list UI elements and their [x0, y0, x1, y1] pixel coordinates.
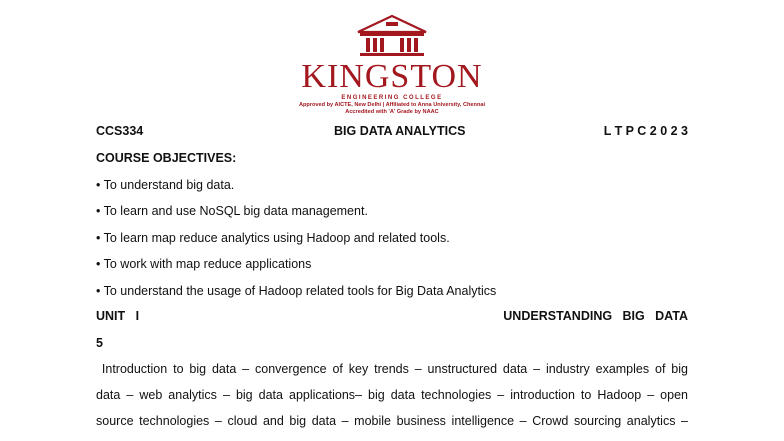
pillars-building-icon	[356, 14, 428, 58]
objective-item: • To work with map reduce applications	[96, 257, 312, 271]
college-name: KINGSTON	[301, 58, 483, 95]
objective-item: • To learn map reduce analytics using Hadoop and related tools.	[96, 231, 450, 245]
unit-content-line: source technologies – cloud and big data – mobile business intelligence – Crowd sourcing analytics –	[96, 414, 688, 428]
course-title: BIG DATA ANALYTICS	[334, 124, 466, 138]
unit-hours: 5	[96, 336, 103, 350]
unit-content	[96, 356, 688, 434]
objectives-heading: COURSE OBJECTIVES:	[96, 151, 237, 165]
unit-content-line: data – web analytics – big data applications– big data technologies – introduction to Hadoop – open	[96, 388, 688, 402]
college-logo	[268, 14, 516, 114]
objective-item: • To understand the usage of Hadoop related tools for Big Data Analytics	[96, 284, 497, 298]
unit-label: UNIT I	[96, 309, 140, 323]
objective-item: • To learn and use NoSQL big data management.	[96, 204, 368, 218]
accreditation-line: Accredited with 'A' Grade by NAAC	[345, 109, 439, 115]
course-ltpc: L T P C 2 0 2 3	[603, 124, 688, 138]
approval-line: Approved by AICTE, New Delhi | Affiliated to Anna University, Chennai	[298, 102, 486, 108]
college-subtitle: ENGINEERING COLLEGE	[341, 95, 443, 101]
objective-item: • To understand big data.	[96, 178, 235, 192]
unit-content-line: Introduction to big data – convergence of key trends – unstructured data – industry examples of big	[96, 362, 688, 376]
unit-title: UNDERSTANDING BIG DATA	[503, 309, 688, 323]
course-code: CCS334	[96, 124, 144, 138]
